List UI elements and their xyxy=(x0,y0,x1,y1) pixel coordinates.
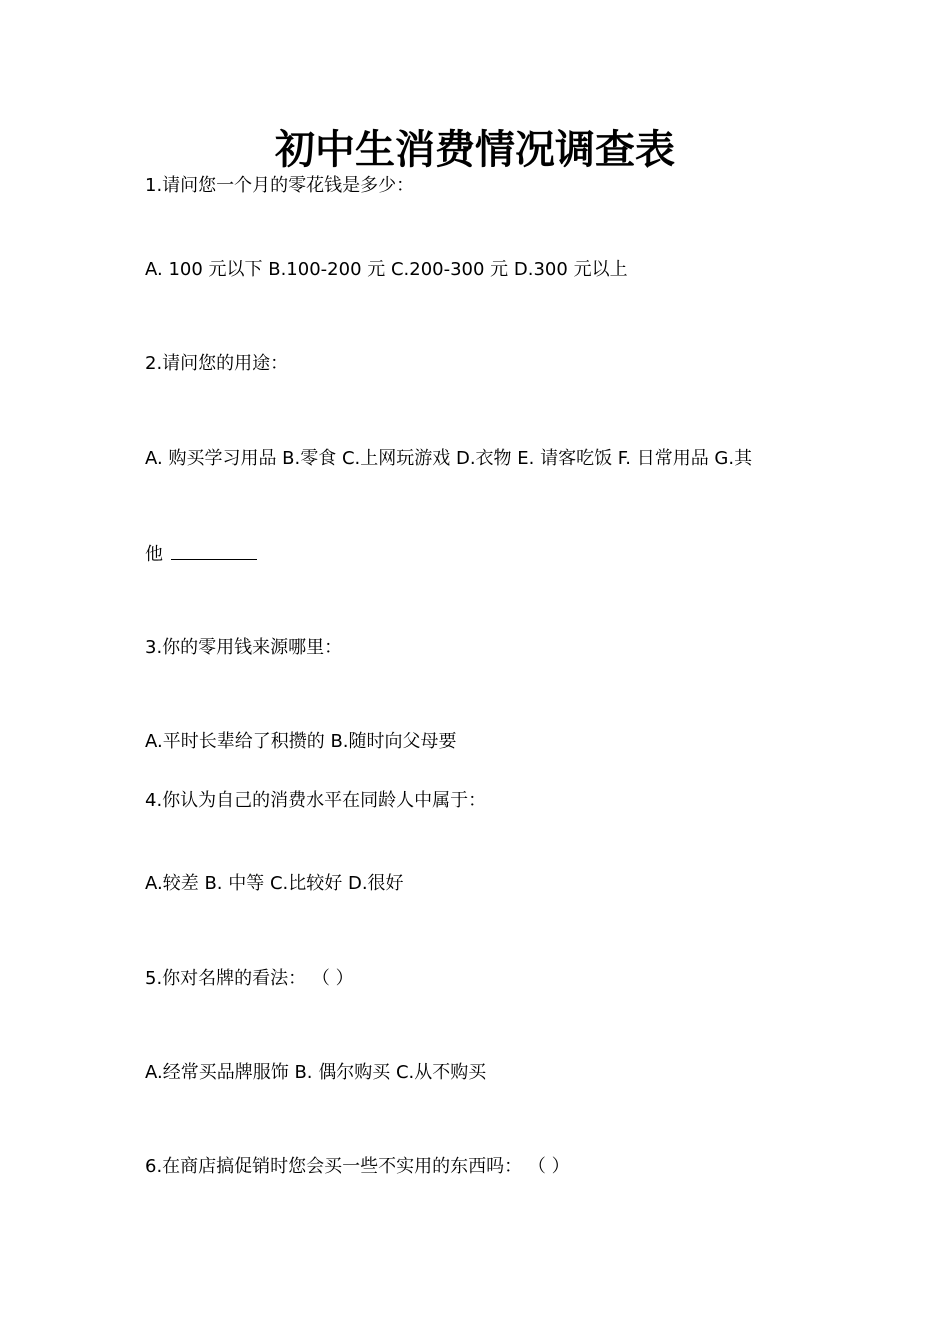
question-3: 3.你的零用钱来源哪里： xyxy=(145,637,343,658)
question-1: 1.请问您一个月的零花钱是多少： xyxy=(145,175,415,196)
document-title: 初中生消费情况调查表 xyxy=(275,126,675,173)
question-3-options: A.平时长辈给了积攒的 B.随时向父母要 xyxy=(145,731,457,752)
question-2-options-continued xyxy=(145,542,257,567)
question-4: 4.你认为自己的消费水平在同龄人中属于： xyxy=(145,790,487,811)
question-2-options-other: 他 xyxy=(145,544,163,565)
question-2: 2.请问您的用途： xyxy=(145,353,289,374)
answer-blank-line xyxy=(171,542,257,560)
question-1-options: A. 100 元以下 B.100-200 元 C.200-300 元 D.300 元以上 xyxy=(145,259,628,280)
question-5: 5.你对名牌的看法： （ ） xyxy=(145,968,354,989)
question-5-options: A.经常买品牌服饰 B. 偶尔购买 C.从不购买 xyxy=(145,1062,487,1083)
question-2-options: A. 购买学习用品 B.零食 C.上网玩游戏 D.衣物 E. 请客吃饭 F. 日常用品 G.其 xyxy=(145,448,753,469)
question-6: 6.在商店搞促销时您会买一些不实用的东西吗： （ ） xyxy=(145,1156,570,1177)
question-4-options: A.较差 B. 中等 C.比较好 D.很好 xyxy=(145,873,404,894)
